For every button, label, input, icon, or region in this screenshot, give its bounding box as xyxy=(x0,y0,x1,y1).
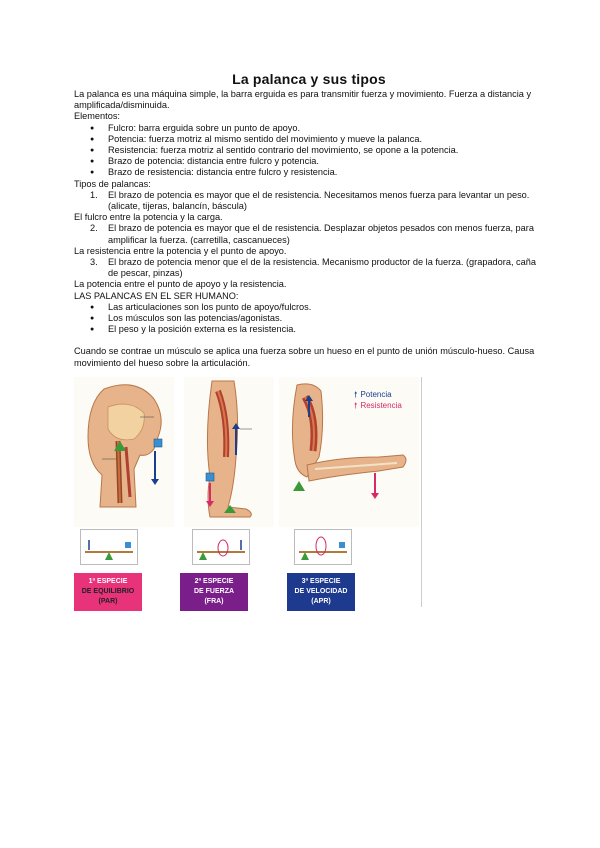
list-number: 2. xyxy=(90,223,98,234)
lever-figure xyxy=(74,377,422,607)
humano-heading: LAS PALANCAS EN EL SER HUMANO: xyxy=(74,290,239,301)
badge-line: 3ª ESPECIE xyxy=(301,578,341,585)
head-lever-illustration xyxy=(74,377,174,527)
list-item xyxy=(90,223,544,245)
badge-line: (FRA) xyxy=(204,598,224,605)
badge-line: (APR) xyxy=(311,598,331,605)
list-item: ● El peso y la posición externa es la resistencia. xyxy=(90,324,544,335)
list-item-text: El brazo de potencia es mayor que el de resistencia. Necesitamos menos fuerza para levantar un peso. (alicate, tijeras, balancín, báscula) xyxy=(108,189,530,212)
tipo-note: La potencia entre el punto de apoyo y la resistencia. xyxy=(74,279,287,290)
list-item-text: El brazo de potencia menor que el de la resistencia. Mecanismo productor de la fuerza. (grapadora, caña de pescar, pinzas) xyxy=(108,257,536,279)
tipos-list-1 xyxy=(74,190,544,212)
figure-caption: Cuando se contrae un músculo se aplica una fuerza sobre un hueso en el punto de unión músculo-hueso. Causa movimiento del hueso sobre la articulación. xyxy=(74,346,535,368)
badge-line: (PAR) xyxy=(98,598,118,605)
list-item: ● Potencia: fuerza motriz al mismo sentido del movimiento y mueve la palanca. xyxy=(90,134,544,145)
list-item: ● Resistencia: fuerza motriz al sentido contrario del movimiento, se opone a la potencia. xyxy=(90,145,544,156)
document-body xyxy=(74,70,544,369)
list-item xyxy=(90,257,544,279)
legend-resistencia xyxy=(354,400,402,411)
figure-legend xyxy=(354,389,402,411)
badge-line: 1ª ESPECIE xyxy=(88,578,128,585)
legend-label: Potencia xyxy=(360,390,392,399)
badge-line: DE EQUILIBRIO xyxy=(81,588,135,595)
leg-lever-illustration xyxy=(184,377,274,527)
tipos-list-3 xyxy=(74,257,544,279)
lever-type-badge-3 xyxy=(287,573,355,611)
badge-line: DE VELOCIDAD xyxy=(294,588,348,595)
spacer xyxy=(74,335,544,345)
intro-paragraph: La palanca es una máquina simple, la barra erguida es para transmitir fuerza y movimiento. Fuerza a distancia y amplificada/disminuida. xyxy=(74,89,532,111)
list-item: ● Fulcro: barra erguida sobre un punto de apoyo. xyxy=(90,123,544,134)
lever-type-badge-2 xyxy=(180,573,248,611)
humano-list xyxy=(74,302,544,336)
badge-line: 2ª ESPECIE xyxy=(194,578,234,585)
elementos-list xyxy=(74,123,544,179)
tipos-heading: Tipos de palancas: xyxy=(74,178,151,189)
lever-diagram-3 xyxy=(294,529,352,565)
tipos-list-2 xyxy=(74,223,544,245)
arrow-up-icon: 🠕 xyxy=(354,401,358,410)
lever-diagram-2 xyxy=(192,529,250,565)
legend-label: Resistencia xyxy=(360,401,402,410)
tipo-note: La resistencia entre la potencia y el punto de apoyo. xyxy=(74,245,287,256)
list-number: 1. xyxy=(90,189,98,200)
list-item: ● Brazo de resistencia: distancia entre fulcro y resistencia. xyxy=(90,167,544,178)
arrow-up-icon: 🠕 xyxy=(354,390,358,399)
list-item: ● Las articulaciones son los punto de apoyo/fulcros. xyxy=(90,302,544,313)
elementos-heading: Elementos: xyxy=(74,111,120,122)
badge-line: DE FUERZA xyxy=(193,588,235,595)
legend-potencia xyxy=(354,389,402,400)
lever-type-badge-1 xyxy=(74,573,142,611)
list-item: ● Los músculos son las potencias/agonistas. xyxy=(90,313,544,324)
lever-diagram-1 xyxy=(80,529,138,565)
list-item-text: El brazo de potencia es mayor que el de resistencia. Desplazar objetos pesados con menos fuerza, para amplificar la fuerza. (carretilla, cascanueces) xyxy=(108,223,534,245)
list-item: ● Brazo de potencia: distancia entre fulcro y potencia. xyxy=(90,156,544,167)
list-number: 3. xyxy=(90,257,98,268)
page-title: La palanca y sus tipos xyxy=(232,71,386,87)
list-item xyxy=(90,190,544,212)
tipo-note: El fulcro entre la potencia y la carga. xyxy=(74,212,223,223)
